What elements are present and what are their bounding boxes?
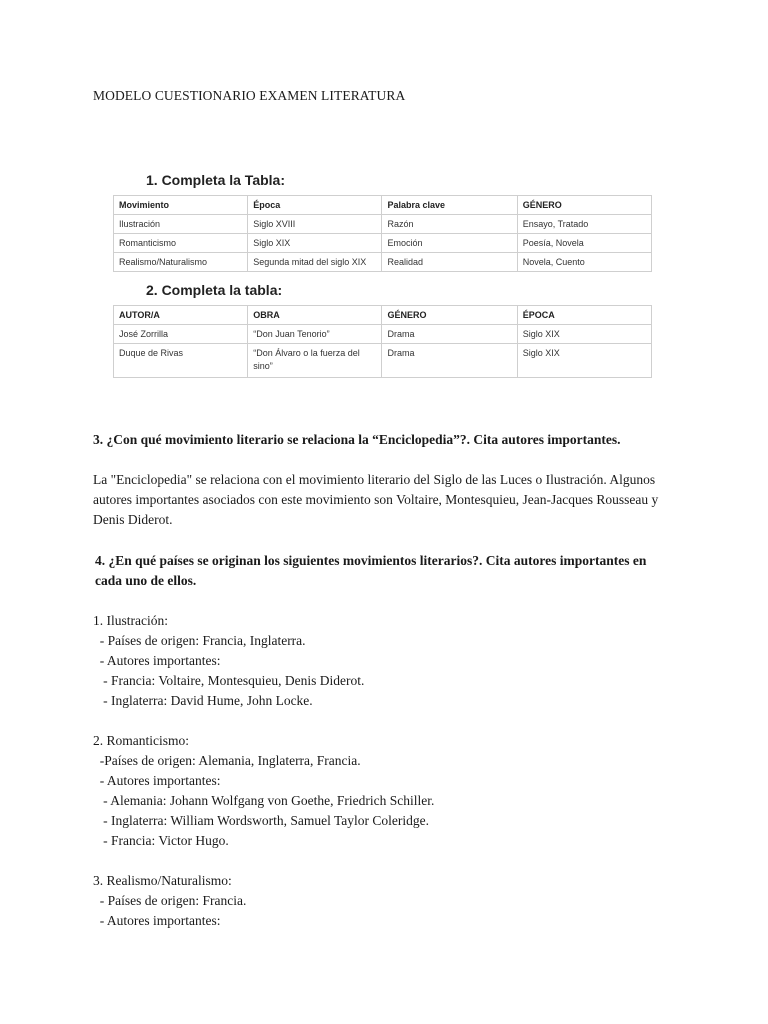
list-line: - Autores importantes: xyxy=(93,653,221,668)
table-header-cell: Época xyxy=(248,196,382,215)
question-3: 3. ¿Con qué movimiento literario se relaciona la “Enciclopedia”?. Cita autores importantes. xyxy=(93,432,621,447)
table-cell: Realismo/Naturalismo xyxy=(114,253,248,272)
list-line: - Países de origen: Francia. xyxy=(93,893,247,908)
answer-4-list xyxy=(93,611,434,931)
list-line: - Alemania: Johann Wolfgang von Goethe, Friedrich Schiller. xyxy=(93,793,435,808)
document-title: MODELO CUESTIONARIO EXAMEN LITERATURA xyxy=(93,88,406,103)
blank-line xyxy=(93,851,434,871)
table-header-cell: ÉPOCA xyxy=(517,306,651,325)
table-header-cell: OBRA xyxy=(248,306,382,325)
table-cell: Siglo XVIII xyxy=(248,215,382,234)
list-line: 3. Realismo/Naturalismo: xyxy=(93,873,232,888)
list-line: - Inglaterra: David Hume, John Locke. xyxy=(93,693,313,708)
table2-header-row xyxy=(114,306,652,325)
list-line: 2. Romanticismo: xyxy=(93,733,189,748)
table1 xyxy=(113,195,652,272)
table-cell: “Don Juan Tenorio” xyxy=(248,325,382,344)
table-cell: José Zorrilla xyxy=(114,325,248,344)
table-header-cell: AUTOR/A xyxy=(114,306,248,325)
list-line: - Autores importantes: xyxy=(93,913,221,928)
table-row xyxy=(114,234,652,253)
table-cell: Duque de Rivas xyxy=(114,344,248,378)
table1-heading: 1. Completa la Tabla: xyxy=(146,172,285,188)
table-cell: Novela, Cuento xyxy=(517,253,651,272)
table-row xyxy=(114,253,652,272)
table-cell: Segunda mitad del siglo XIX xyxy=(248,253,382,272)
table-cell: Drama xyxy=(382,325,517,344)
table2-heading: 2. Completa la tabla: xyxy=(146,282,283,298)
table-row xyxy=(114,344,652,378)
list-line: - Autores importantes: xyxy=(93,773,221,788)
table-cell: “Don Álvaro o la fuerza del sino” xyxy=(248,344,382,378)
table-cell: Siglo XIX xyxy=(517,344,651,378)
table-row xyxy=(114,215,652,234)
table-cell: Realidad xyxy=(382,253,517,272)
list-line: 1. Ilustración: xyxy=(93,613,168,628)
table-cell: Ilustración xyxy=(114,215,248,234)
table-cell: Ensayo, Tratado xyxy=(517,215,651,234)
table-row xyxy=(114,325,652,344)
table-cell: Drama xyxy=(382,344,517,378)
table-cell: Siglo XIX xyxy=(517,325,651,344)
table-cell: Romanticismo xyxy=(114,234,248,253)
table-cell: Siglo XIX xyxy=(248,234,382,253)
list-line: -Países de origen: Alemania, Inglaterra, Francia. xyxy=(93,753,361,768)
table-cell: Razón xyxy=(382,215,517,234)
table-cell: Poesía, Novela xyxy=(517,234,651,253)
question-4: 4. ¿En qué países se originan los siguientes movimientos literarios?. Cita autores importantes en cada uno de ellos. xyxy=(95,553,647,588)
list-line: - Francia: Victor Hugo. xyxy=(93,833,229,848)
table2 xyxy=(113,305,652,378)
table1-header-row xyxy=(114,196,652,215)
table-header-cell: GÉNERO xyxy=(517,196,651,215)
table-cell: Emoción xyxy=(382,234,517,253)
table-header-cell: GÉNERO xyxy=(382,306,517,325)
tables-figure xyxy=(110,165,678,380)
answer-3: La "Enciclopedia" se relaciona con el movimiento literario del Siglo de las Luces o Ilustración. Algunos autores importantes asociados con este movimiento son Voltaire, Montesquieu, Jean-Jacques Rousseau y Denis Diderot. xyxy=(93,472,659,527)
blank-line xyxy=(93,711,434,731)
table-header-cell: Palabra clave xyxy=(382,196,517,215)
list-line: - Inglaterra: William Wordsworth, Samuel Taylor Coleridge. xyxy=(93,813,429,828)
table-header-cell: Movimiento xyxy=(114,196,248,215)
list-line: - Francia: Voltaire, Montesquieu, Denis Diderot. xyxy=(93,673,365,688)
list-line: - Países de origen: Francia, Inglaterra. xyxy=(93,633,306,648)
